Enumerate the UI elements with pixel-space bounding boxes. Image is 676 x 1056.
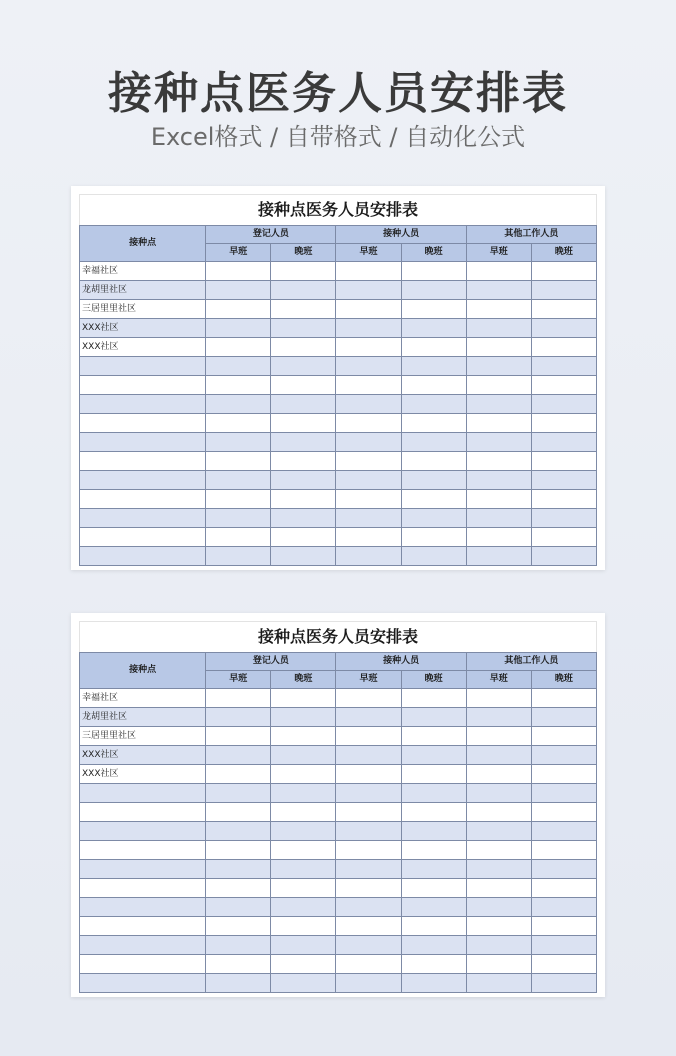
staff-cell[interactable] bbox=[271, 784, 336, 803]
site-cell[interactable] bbox=[80, 357, 206, 376]
staff-cell[interactable] bbox=[206, 898, 271, 917]
site-cell[interactable] bbox=[80, 547, 206, 566]
table-row bbox=[80, 262, 597, 281]
staff-cell[interactable] bbox=[531, 452, 596, 471]
staff-cell[interactable] bbox=[336, 879, 401, 898]
staff-cell[interactable] bbox=[531, 708, 596, 727]
staff-cell[interactable] bbox=[271, 376, 336, 395]
staff-cell[interactable] bbox=[401, 841, 466, 860]
site-cell[interactable]: 龙胡里社区 bbox=[80, 281, 206, 300]
header-shift: 早班 bbox=[336, 244, 401, 262]
header-shift: 早班 bbox=[206, 244, 271, 262]
staff-cell[interactable] bbox=[336, 727, 401, 746]
header-shift: 早班 bbox=[206, 671, 271, 689]
site-cell[interactable] bbox=[80, 452, 206, 471]
site-cell[interactable] bbox=[80, 879, 206, 898]
staff-cell[interactable] bbox=[401, 860, 466, 879]
staff-cell[interactable] bbox=[401, 338, 466, 357]
staff-cell[interactable] bbox=[466, 490, 531, 509]
sheet-preview-2 bbox=[71, 613, 605, 997]
table-row bbox=[80, 765, 597, 784]
staff-cell[interactable] bbox=[401, 822, 466, 841]
staff-cell[interactable] bbox=[531, 433, 596, 452]
staff-cell[interactable] bbox=[271, 300, 336, 319]
staff-cell[interactable] bbox=[206, 471, 271, 490]
staff-cell[interactable] bbox=[466, 746, 531, 765]
staff-cell[interactable] bbox=[531, 414, 596, 433]
header-group: 其他工作人员 bbox=[466, 226, 596, 244]
staff-cell[interactable] bbox=[271, 452, 336, 471]
staff-cell[interactable] bbox=[336, 898, 401, 917]
staff-cell[interactable] bbox=[531, 319, 596, 338]
staff-cell[interactable] bbox=[271, 471, 336, 490]
header-group: 其他工作人员 bbox=[466, 653, 596, 671]
site-cell[interactable] bbox=[80, 841, 206, 860]
table-row bbox=[80, 319, 597, 338]
staff-cell[interactable] bbox=[271, 338, 336, 357]
table-row bbox=[80, 452, 597, 471]
site-cell[interactable] bbox=[80, 974, 206, 993]
staff-cell[interactable] bbox=[401, 509, 466, 528]
header-shift: 早班 bbox=[466, 671, 531, 689]
staff-cell[interactable] bbox=[336, 281, 401, 300]
staff-cell[interactable] bbox=[531, 376, 596, 395]
site-cell[interactable] bbox=[80, 414, 206, 433]
staff-cell[interactable] bbox=[271, 917, 336, 936]
staff-cell[interactable] bbox=[401, 547, 466, 566]
staff-cell[interactable] bbox=[466, 262, 531, 281]
staff-cell[interactable] bbox=[206, 452, 271, 471]
staff-cell[interactable] bbox=[401, 974, 466, 993]
staff-cell[interactable] bbox=[336, 708, 401, 727]
table-row bbox=[80, 547, 597, 566]
table-row bbox=[80, 471, 597, 490]
schedule-table bbox=[79, 652, 597, 993]
staff-cell[interactable] bbox=[206, 528, 271, 547]
staff-cell[interactable] bbox=[466, 708, 531, 727]
staff-cell[interactable] bbox=[466, 860, 531, 879]
staff-cell[interactable] bbox=[336, 936, 401, 955]
table-row bbox=[80, 879, 597, 898]
staff-cell[interactable] bbox=[336, 841, 401, 860]
staff-cell[interactable] bbox=[336, 784, 401, 803]
staff-cell[interactable] bbox=[206, 727, 271, 746]
staff-cell[interactable] bbox=[466, 955, 531, 974]
staff-cell[interactable] bbox=[271, 395, 336, 414]
header-site: 接种点 bbox=[80, 226, 206, 262]
staff-cell[interactable] bbox=[271, 262, 336, 281]
staff-cell[interactable] bbox=[401, 955, 466, 974]
staff-cell[interactable] bbox=[466, 841, 531, 860]
staff-cell[interactable] bbox=[206, 822, 271, 841]
header-group: 登记人员 bbox=[206, 653, 336, 671]
staff-cell[interactable] bbox=[206, 509, 271, 528]
table-row bbox=[80, 746, 597, 765]
header-site: 接种点 bbox=[80, 653, 206, 689]
staff-cell[interactable] bbox=[466, 974, 531, 993]
staff-cell[interactable] bbox=[336, 974, 401, 993]
staff-cell[interactable] bbox=[531, 803, 596, 822]
staff-cell[interactable] bbox=[531, 746, 596, 765]
staff-cell[interactable] bbox=[206, 708, 271, 727]
staff-cell[interactable] bbox=[401, 452, 466, 471]
site-cell[interactable] bbox=[80, 822, 206, 841]
staff-cell[interactable] bbox=[401, 528, 466, 547]
staff-cell[interactable] bbox=[466, 433, 531, 452]
staff-cell[interactable] bbox=[531, 898, 596, 917]
site-cell[interactable]: XXX社区 bbox=[80, 746, 206, 765]
staff-cell[interactable] bbox=[466, 917, 531, 936]
staff-cell[interactable] bbox=[271, 955, 336, 974]
header-shift: 晚班 bbox=[531, 671, 596, 689]
staff-cell[interactable] bbox=[271, 319, 336, 338]
staff-cell[interactable] bbox=[336, 490, 401, 509]
staff-cell[interactable] bbox=[336, 547, 401, 566]
staff-cell[interactable] bbox=[271, 414, 336, 433]
staff-cell[interactable] bbox=[336, 860, 401, 879]
staff-cell[interactable] bbox=[271, 727, 336, 746]
staff-cell[interactable] bbox=[531, 357, 596, 376]
staff-cell[interactable] bbox=[206, 784, 271, 803]
site-cell[interactable]: 三居里里社区 bbox=[80, 300, 206, 319]
staff-cell[interactable] bbox=[271, 746, 336, 765]
staff-cell[interactable] bbox=[466, 452, 531, 471]
site-cell[interactable] bbox=[80, 376, 206, 395]
staff-cell[interactable] bbox=[466, 879, 531, 898]
staff-cell[interactable] bbox=[271, 490, 336, 509]
table-row bbox=[80, 917, 597, 936]
staff-cell[interactable] bbox=[271, 765, 336, 784]
header-shift: 晚班 bbox=[271, 671, 336, 689]
staff-cell[interactable] bbox=[206, 262, 271, 281]
staff-cell[interactable] bbox=[401, 433, 466, 452]
header-shift: 早班 bbox=[466, 244, 531, 262]
table-row bbox=[80, 974, 597, 993]
page-subtitle: Excel格式 / 自带格式 / 自动化公式 bbox=[150, 123, 526, 151]
staff-cell[interactable] bbox=[531, 822, 596, 841]
site-cell[interactable] bbox=[80, 490, 206, 509]
staff-cell[interactable] bbox=[206, 860, 271, 879]
table-row bbox=[80, 689, 597, 708]
staff-cell[interactable] bbox=[206, 879, 271, 898]
staff-cell[interactable] bbox=[271, 528, 336, 547]
site-cell[interactable]: 幸福社区 bbox=[80, 262, 206, 281]
site-cell[interactable]: XXX社区 bbox=[80, 338, 206, 357]
site-cell[interactable] bbox=[80, 471, 206, 490]
table-row bbox=[80, 433, 597, 452]
staff-cell[interactable] bbox=[401, 803, 466, 822]
header-shift: 晚班 bbox=[401, 671, 466, 689]
table-row bbox=[80, 528, 597, 547]
staff-cell[interactable] bbox=[466, 471, 531, 490]
table-row bbox=[80, 955, 597, 974]
site-cell[interactable] bbox=[80, 433, 206, 452]
staff-cell[interactable] bbox=[531, 509, 596, 528]
site-cell[interactable] bbox=[80, 509, 206, 528]
staff-cell[interactable] bbox=[206, 689, 271, 708]
staff-cell[interactable] bbox=[531, 281, 596, 300]
staff-cell[interactable] bbox=[401, 376, 466, 395]
staff-cell[interactable] bbox=[206, 319, 271, 338]
site-cell[interactable] bbox=[80, 784, 206, 803]
table-row bbox=[80, 784, 597, 803]
staff-cell[interactable] bbox=[531, 879, 596, 898]
staff-cell[interactable] bbox=[336, 452, 401, 471]
staff-cell[interactable] bbox=[336, 300, 401, 319]
staff-cell[interactable] bbox=[271, 860, 336, 879]
staff-cell[interactable] bbox=[206, 841, 271, 860]
table-row bbox=[80, 860, 597, 879]
table-row bbox=[80, 281, 597, 300]
staff-cell[interactable] bbox=[531, 860, 596, 879]
staff-cell[interactable] bbox=[466, 509, 531, 528]
site-cell[interactable] bbox=[80, 898, 206, 917]
staff-cell[interactable] bbox=[466, 357, 531, 376]
staff-cell[interactable] bbox=[531, 765, 596, 784]
staff-cell[interactable] bbox=[271, 879, 336, 898]
staff-cell[interactable] bbox=[271, 936, 336, 955]
staff-cell[interactable] bbox=[401, 490, 466, 509]
staff-cell[interactable] bbox=[336, 822, 401, 841]
staff-cell[interactable] bbox=[466, 547, 531, 566]
table-row bbox=[80, 841, 597, 860]
site-cell[interactable] bbox=[80, 803, 206, 822]
staff-cell[interactable] bbox=[531, 395, 596, 414]
header-shift: 晚班 bbox=[531, 244, 596, 262]
staff-cell[interactable] bbox=[531, 841, 596, 860]
staff-cell[interactable] bbox=[466, 414, 531, 433]
staff-cell[interactable] bbox=[336, 357, 401, 376]
staff-cell[interactable] bbox=[206, 357, 271, 376]
staff-cell[interactable] bbox=[271, 547, 336, 566]
staff-cell[interactable] bbox=[466, 300, 531, 319]
staff-cell[interactable] bbox=[531, 917, 596, 936]
staff-cell[interactable] bbox=[206, 338, 271, 357]
site-cell[interactable] bbox=[80, 917, 206, 936]
staff-cell[interactable] bbox=[466, 727, 531, 746]
staff-cell[interactable] bbox=[401, 300, 466, 319]
staff-cell[interactable] bbox=[206, 281, 271, 300]
staff-cell[interactable] bbox=[206, 955, 271, 974]
table-row bbox=[80, 338, 597, 357]
staff-cell[interactable] bbox=[401, 281, 466, 300]
staff-cell[interactable] bbox=[466, 822, 531, 841]
staff-cell[interactable] bbox=[336, 689, 401, 708]
staff-cell[interactable] bbox=[401, 898, 466, 917]
staff-cell[interactable] bbox=[401, 879, 466, 898]
staff-cell[interactable] bbox=[531, 300, 596, 319]
site-cell[interactable]: XXX社区 bbox=[80, 319, 206, 338]
staff-cell[interactable] bbox=[336, 471, 401, 490]
staff-cell[interactable] bbox=[336, 262, 401, 281]
staff-cell[interactable] bbox=[466, 765, 531, 784]
staff-cell[interactable] bbox=[401, 357, 466, 376]
staff-cell[interactable] bbox=[531, 955, 596, 974]
header-group: 接种人员 bbox=[336, 653, 466, 671]
page-title: 接种点医务人员安排表 bbox=[108, 68, 568, 119]
staff-cell[interactable] bbox=[401, 784, 466, 803]
staff-cell[interactable] bbox=[466, 689, 531, 708]
staff-cell[interactable] bbox=[401, 262, 466, 281]
staff-cell[interactable] bbox=[206, 547, 271, 566]
staff-cell[interactable] bbox=[401, 746, 466, 765]
site-cell[interactable] bbox=[80, 860, 206, 879]
staff-cell[interactable] bbox=[401, 471, 466, 490]
site-cell[interactable] bbox=[80, 395, 206, 414]
staff-cell[interactable] bbox=[206, 414, 271, 433]
staff-cell[interactable] bbox=[531, 262, 596, 281]
staff-cell[interactable] bbox=[336, 917, 401, 936]
staff-cell[interactable] bbox=[336, 528, 401, 547]
staff-cell[interactable] bbox=[336, 509, 401, 528]
table-row bbox=[80, 822, 597, 841]
staff-cell[interactable] bbox=[531, 338, 596, 357]
staff-cell[interactable] bbox=[401, 414, 466, 433]
table-row bbox=[80, 509, 597, 528]
staff-cell[interactable] bbox=[401, 689, 466, 708]
staff-cell[interactable] bbox=[271, 803, 336, 822]
sheet-preview-1 bbox=[71, 186, 605, 570]
staff-cell[interactable] bbox=[271, 974, 336, 993]
table-row bbox=[80, 395, 597, 414]
table-row bbox=[80, 376, 597, 395]
staff-cell[interactable] bbox=[336, 765, 401, 784]
table-row bbox=[80, 357, 597, 376]
staff-cell[interactable] bbox=[336, 376, 401, 395]
site-cell[interactable]: 幸福社区 bbox=[80, 689, 206, 708]
table-row bbox=[80, 300, 597, 319]
staff-cell[interactable] bbox=[206, 936, 271, 955]
staff-cell[interactable] bbox=[466, 936, 531, 955]
site-cell[interactable] bbox=[80, 528, 206, 547]
staff-cell[interactable] bbox=[401, 727, 466, 746]
staff-cell[interactable] bbox=[271, 509, 336, 528]
staff-cell[interactable] bbox=[271, 898, 336, 917]
staff-cell[interactable] bbox=[466, 319, 531, 338]
site-cell[interactable]: XXX社区 bbox=[80, 765, 206, 784]
header-group: 接种人员 bbox=[336, 226, 466, 244]
header-shift: 早班 bbox=[336, 671, 401, 689]
sheet-title: 接种点医务人员安排表 bbox=[79, 194, 597, 225]
staff-cell[interactable] bbox=[271, 841, 336, 860]
staff-cell[interactable] bbox=[206, 300, 271, 319]
staff-cell[interactable] bbox=[206, 433, 271, 452]
staff-cell[interactable] bbox=[336, 746, 401, 765]
staff-cell[interactable] bbox=[206, 490, 271, 509]
site-cell[interactable] bbox=[80, 955, 206, 974]
table-row bbox=[80, 708, 597, 727]
staff-cell[interactable] bbox=[336, 433, 401, 452]
staff-cell[interactable] bbox=[466, 784, 531, 803]
staff-cell[interactable] bbox=[206, 974, 271, 993]
staff-cell[interactable] bbox=[271, 433, 336, 452]
staff-cell[interactable] bbox=[271, 822, 336, 841]
staff-cell[interactable] bbox=[336, 955, 401, 974]
staff-cell[interactable] bbox=[271, 689, 336, 708]
staff-cell[interactable] bbox=[401, 708, 466, 727]
staff-cell[interactable] bbox=[466, 898, 531, 917]
schedule-table bbox=[79, 225, 597, 566]
staff-cell[interactable] bbox=[531, 528, 596, 547]
staff-cell[interactable] bbox=[271, 281, 336, 300]
staff-cell[interactable] bbox=[271, 708, 336, 727]
staff-cell[interactable] bbox=[206, 803, 271, 822]
site-cell[interactable] bbox=[80, 936, 206, 955]
staff-cell[interactable] bbox=[466, 376, 531, 395]
staff-cell[interactable] bbox=[206, 395, 271, 414]
staff-cell[interactable] bbox=[466, 281, 531, 300]
staff-cell[interactable] bbox=[206, 917, 271, 936]
staff-cell[interactable] bbox=[466, 803, 531, 822]
staff-cell[interactable] bbox=[401, 936, 466, 955]
staff-cell[interactable] bbox=[401, 765, 466, 784]
header-shift: 晚班 bbox=[271, 244, 336, 262]
staff-cell[interactable] bbox=[271, 357, 336, 376]
table-row bbox=[80, 727, 597, 746]
staff-cell[interactable] bbox=[466, 338, 531, 357]
staff-cell[interactable] bbox=[531, 471, 596, 490]
staff-cell[interactable] bbox=[531, 547, 596, 566]
staff-cell[interactable] bbox=[336, 414, 401, 433]
staff-cell[interactable] bbox=[401, 319, 466, 338]
staff-cell[interactable] bbox=[531, 784, 596, 803]
table-row bbox=[80, 803, 597, 822]
table-row bbox=[80, 936, 597, 955]
sheet-title: 接种点医务人员安排表 bbox=[79, 621, 597, 652]
staff-cell[interactable] bbox=[531, 727, 596, 746]
staff-cell[interactable] bbox=[466, 395, 531, 414]
staff-cell[interactable] bbox=[401, 395, 466, 414]
table-row bbox=[80, 898, 597, 917]
staff-cell[interactable] bbox=[206, 746, 271, 765]
staff-cell[interactable] bbox=[336, 319, 401, 338]
staff-cell[interactable] bbox=[531, 936, 596, 955]
table-row bbox=[80, 414, 597, 433]
staff-cell[interactable] bbox=[531, 490, 596, 509]
staff-cell[interactable] bbox=[336, 395, 401, 414]
staff-cell[interactable] bbox=[401, 917, 466, 936]
table-row bbox=[80, 490, 597, 509]
staff-cell[interactable] bbox=[531, 974, 596, 993]
site-cell[interactable]: 龙胡里社区 bbox=[80, 708, 206, 727]
staff-cell[interactable] bbox=[336, 803, 401, 822]
site-cell[interactable]: 三居里里社区 bbox=[80, 727, 206, 746]
header-group: 登记人员 bbox=[206, 226, 336, 244]
staff-cell[interactable] bbox=[206, 376, 271, 395]
header-shift: 晚班 bbox=[401, 244, 466, 262]
staff-cell[interactable] bbox=[466, 528, 531, 547]
staff-cell[interactable] bbox=[336, 338, 401, 357]
staff-cell[interactable] bbox=[531, 689, 596, 708]
staff-cell[interactable] bbox=[206, 765, 271, 784]
